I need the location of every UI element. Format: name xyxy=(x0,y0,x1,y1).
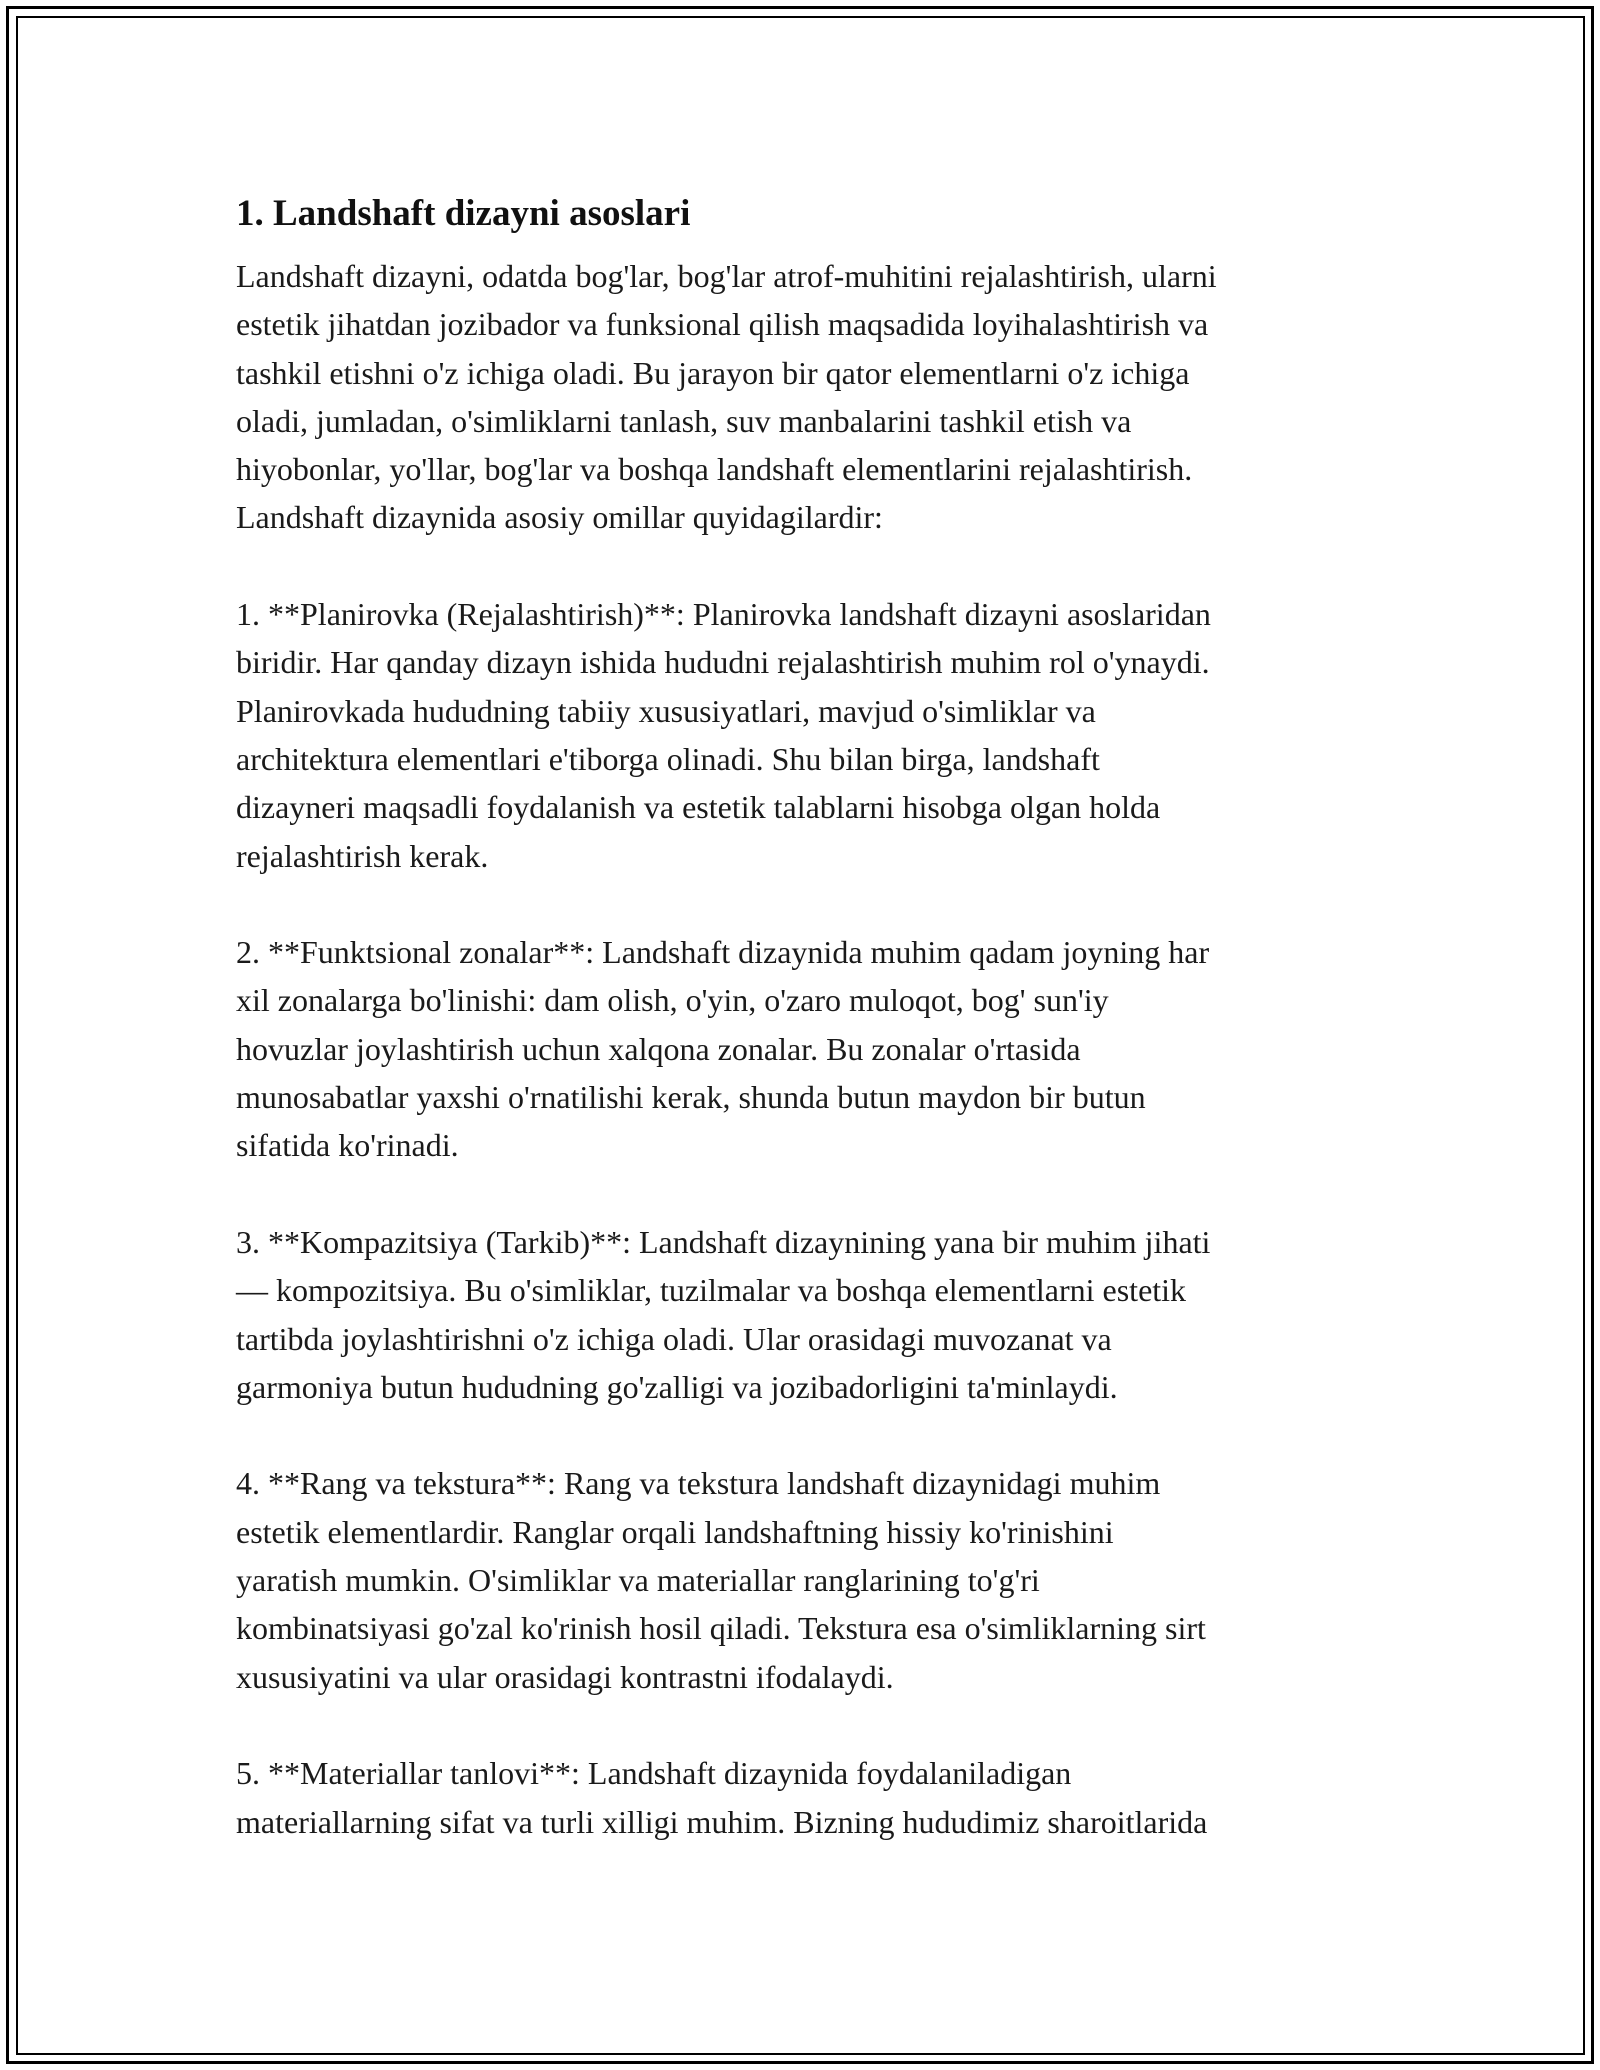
paragraph-spacer xyxy=(236,1170,1366,1218)
paragraph-spacer xyxy=(236,880,1366,928)
list-item-planirovka: 1. **Planirovka (Rejalashtirish)**: Planirovka landshaft dizayni asoslaridan biridir. Har qanday dizayn ishida hududni rejalashtirish muhim rol o'ynaydi. Planirovkada hududning tabiiy xususiyatlari, mavjud o'simliklar va architektura elementlari e'tiborga olinadi. Shu bilan birga, landshaft dizayneri maqsadli foydalanish va estetik talablarni hisobga olgan holda rejalashtirish kerak. xyxy=(236,596,1211,874)
list-item-materiallar-tanlovi: 5. **Materiallar tanlovi**: Landshaft dizaynida foydalaniladigan materiallarning sifat va turli xilligi muhim. Bizning hududimiz sharoitlarida xyxy=(236,1755,1208,1840)
list-item-kompazitsiya: 3. **Kompazitsiya (Tarkib)**: Landshaft dizaynining yana bir muhim jihati — kompozitsiya. Bu o'simliklar, tuzilmalar va boshqa elementlarni estetik tartibda joylashtirishni o'z ichiga oladi. Ular orasidagi muvozanat va garmoniya butun hududning go'zalligi va jozibadorligini ta'minlaydi. xyxy=(236,1223,1211,1405)
list-item-funktsional-zonalar: 2. **Funktsional zonalar**: Landshaft dizaynida muhim qadam joyning har xil zonalarga bo'linishi: dam olish, o'yin, o'zaro muloqot, bog' sun'iy hovuzlar joylashtirish uchun xalqona zonalar. Bu zonalar o'rtasida munosabatlar yaxshi o'rnatilishi kerak, shunda butun maydon bir butun sifatida ko'rinadi. xyxy=(236,934,1210,1164)
section-heading: 1. Landshaft dizayni asoslari xyxy=(236,193,691,234)
paragraph-spacer xyxy=(236,1411,1366,1459)
intro-paragraph: Landshaft dizayni, odatda bog'lar, bog'lar atrof-muhitini rejalashtirish, ularni estetik jihatdan jozibador va funksional qilish maqsadida loyihalashtirish va tashkil etishni o'z ichiga oladi. Bu jarayon bir qator elementlarni o'z ichiga oladi, jumladan, o'simliklarni tanlash, suv manbalarini tashkil etish va hiyobonlar, yo'llar, bog'lar va boshqa landshaft elementlarini rejalashtirish. Landshaft dizaynida asosiy omillar quyidagilardir: xyxy=(236,258,1217,536)
list-item-rang-va-tekstura: 4. **Rang va tekstura**: Rang va tekstura landshaft dizaynidagi muhim estetik elementlardir. Ranglar orqali landshaftning hissiy ko'rinishini yaratish mumkin. O'simliklar va materiallar ranglarining to'g'ri kombinatsiyasi go'zal ko'rinish hosil qiladi. Tekstura esa o'simliklarning sirt xususiyatini va ular orasidagi kontrastni ifodalaydi. xyxy=(236,1465,1206,1695)
document-body xyxy=(236,182,1366,1846)
paragraph-spacer xyxy=(236,542,1366,590)
paragraph-spacer xyxy=(236,1701,1366,1749)
